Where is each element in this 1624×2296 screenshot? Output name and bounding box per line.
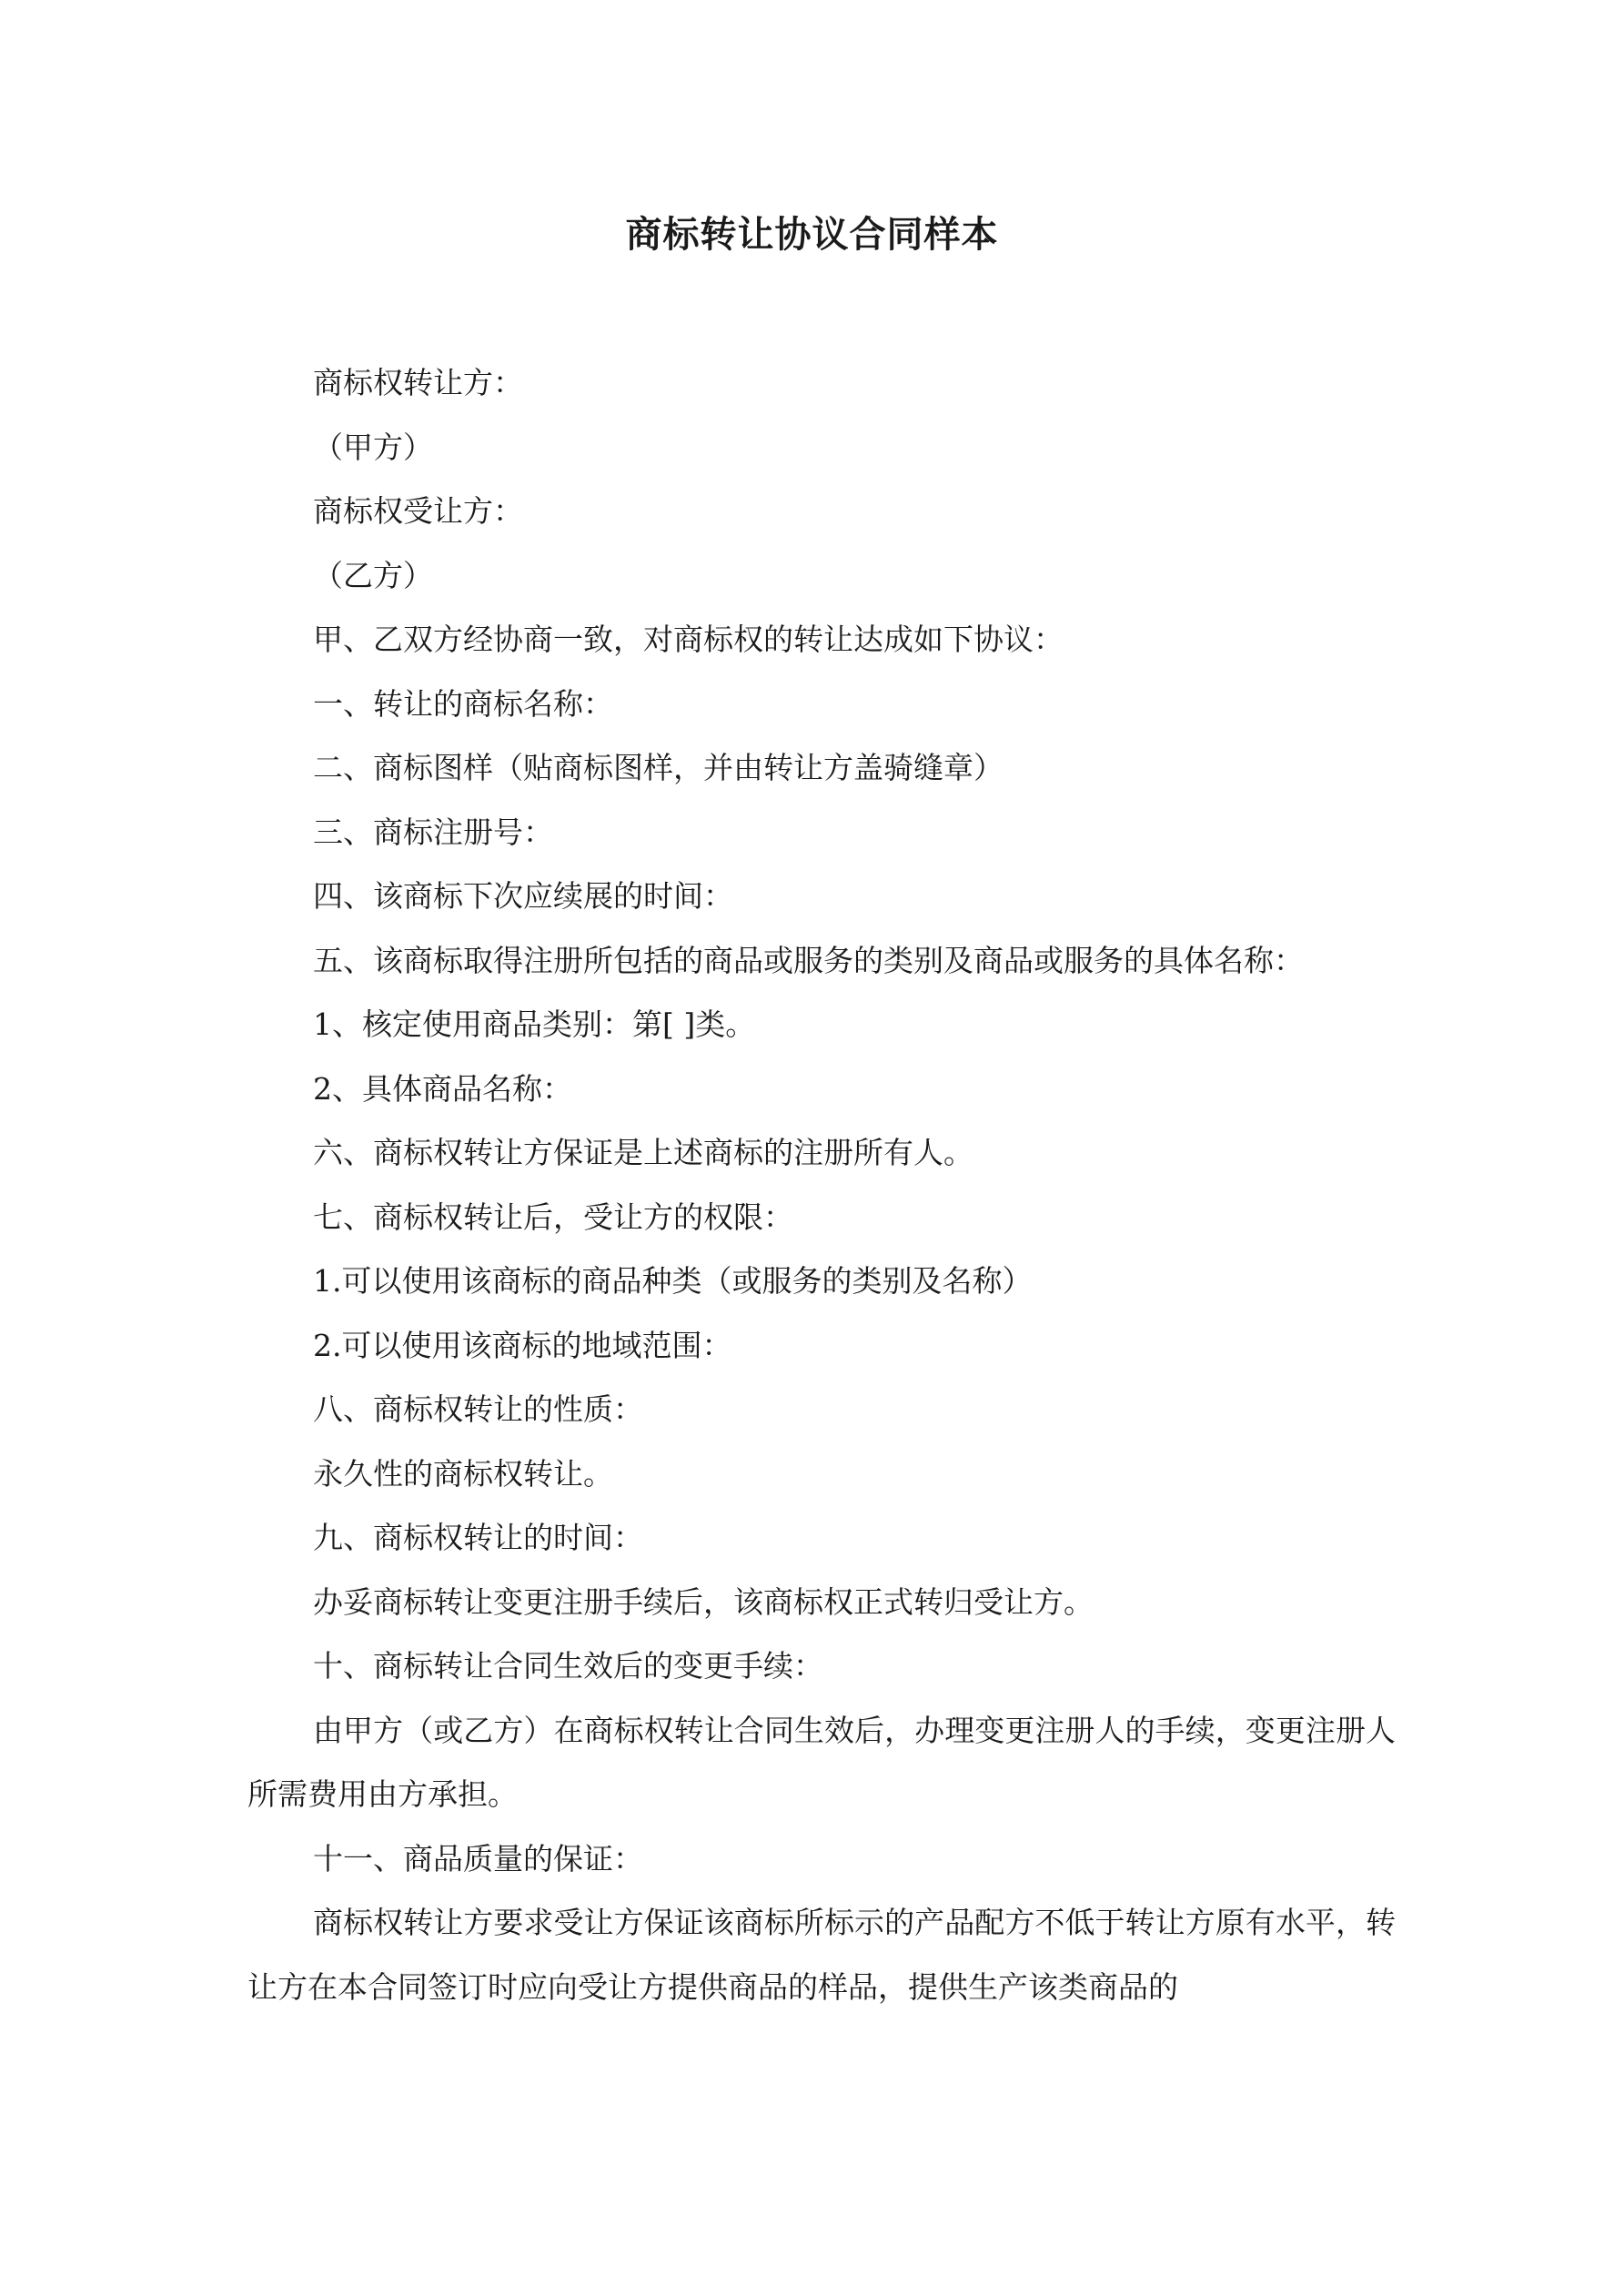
clause-8-detail: 永久性的商标权转让。 [313,1455,613,1492]
clause-4: 四、该商标下次应续展的时间： [313,878,733,914]
party-a-label: （甲方） [313,429,433,465]
clause-7-item-2: 2.可以使用该商标的地域范围： [313,1327,732,1363]
agreement-intro: 甲、乙双方经协商一致，对商标权的转让达成如下协议： [313,622,1064,657]
clause-5-item-2: 2、具体商品名称： [313,1070,572,1107]
clause-6: 六、商标权转让方保证是上述商标的注册所有人。 [313,1135,973,1170]
clause-7: 七、商标权转让后，受让方的权限： [313,1199,793,1235]
clause-2: 二、商标图样（贴商标图样，并由转让方盖骑缝章） [313,750,1004,785]
clause-3: 三、商标注册号： [313,814,553,850]
transferee-line: 商标权受让方： [313,493,523,529]
clause-5: 五、该商标取得注册所包括的商品或服务的类别及商品或服务的具体名称： [313,942,1304,978]
clause-1: 一、转让的商标名称： [313,685,613,722]
document-body [247,351,1396,2019]
clause-9: 九、商标权转让的时间： [313,1520,643,1555]
clause-9-detail: 办妥商标转让变更注册手续后，该商标权正式转归受让方。 [313,1583,1094,1620]
party-b-label: （乙方） [313,557,433,593]
transferor-line: 商标权转让方： [313,365,523,400]
clause-10: 十、商标转让合同生效后的变更手续： [313,1648,823,1684]
clause-7-item-1: 1.可以使用该商标的商品种类（或服务的类别及名称） [313,1263,1033,1299]
clause-11-detail: 商标权转让方要求受让方保证该商标所标示的产品配方不低于转让方原有水平，转让方在本合同签订时应向受让方提供商品的样品，提供生产该类商品的 [247,1905,1396,2005]
document-title: 商标转让协议合同样本 [625,213,999,256]
clause-5-item-1: 1、核定使用商品类别：第[ ]类。 [313,1006,756,1042]
clause-11: 十一、商品质量的保证： [313,1840,643,1876]
clause-8: 八、商标权转让的性质： [313,1391,643,1427]
clause-10-detail: 由甲方（或乙方）在商标权转让合同生效后，办理变更注册人的手续，变更注册人所需费用由方承担。 [247,1712,1396,1812]
